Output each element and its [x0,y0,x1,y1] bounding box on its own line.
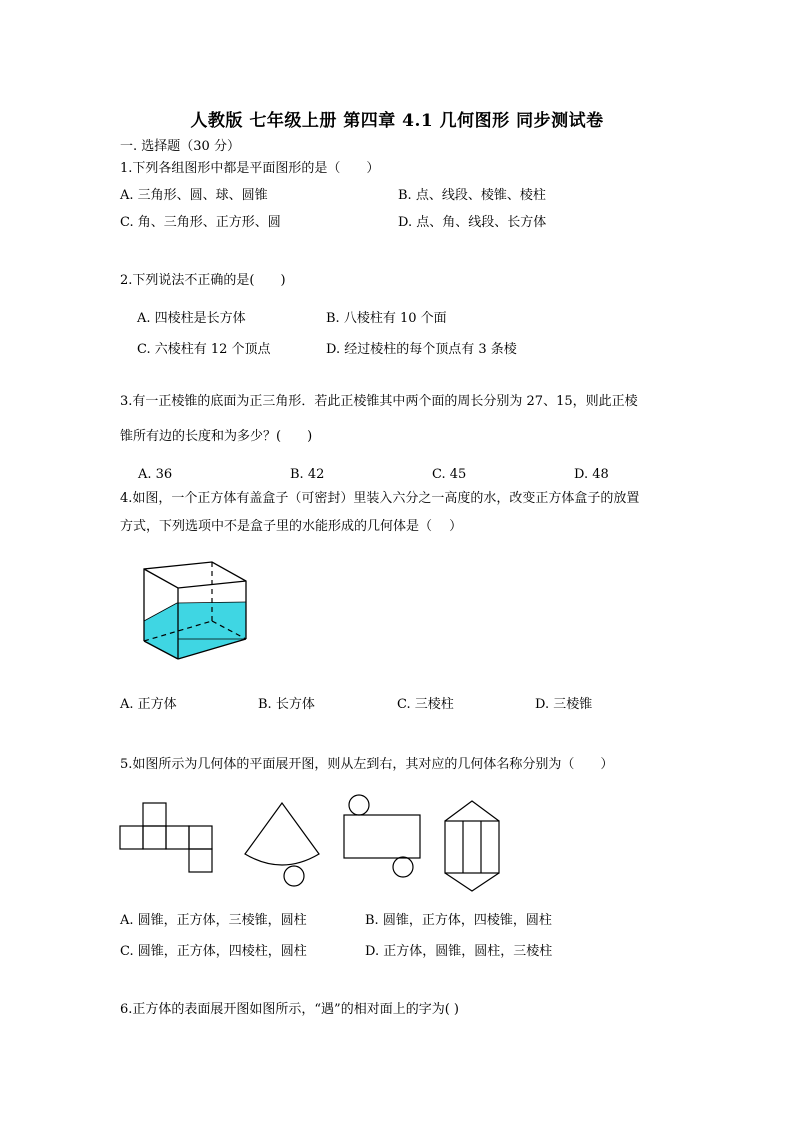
q1-option-b: B. 点、线段、棱锥、棱柱 [398,188,546,203]
q3-option-d: D. 48 [574,467,609,482]
q3-stem-line1: 3.有一正棱锥的底面为正三角形．若此正棱锥其中两个面的周长分别为 27、15，则此正棱 [120,394,638,409]
q6-stem: 6.正方体的表面展开图如图所示，“遇”的相对面上的字为( ) [120,1002,459,1017]
page-title: 人教版 七年级上册 第四章 4.1 几何图形 同步测试卷 [190,111,604,131]
q4-option-b: B. 长方体 [258,697,315,712]
q4-stem-line1: 4.如图，一个正方体有盖盒子（可密封）里装入六分之一高度的水，改变正方体盒子的放置 [120,491,640,506]
q2-option-a: A. 四棱柱是长方体 [137,311,246,326]
q5-option-c: C. 圆锥，正方体，四棱柱，圆柱 [120,944,307,959]
cylinder-net-figure [340,795,425,880]
q2-stem: 2.下列说法不正确的是( ) [120,273,286,288]
section-heading: 一. 选择题（30 分） [120,139,240,154]
q3-option-b: B. 42 [290,467,325,482]
q2-option-d: D. 经过棱柱的每个顶点有 3 条棱 [326,342,517,357]
q5-option-d: D. 正方体，圆锥，圆柱，三棱柱 [365,944,553,959]
q4-option-d: D. 三棱锥 [535,697,593,712]
cube-water-figure [130,555,260,680]
q5-option-b: B. 圆锥，正方体，四棱锥，圆柱 [365,913,552,928]
cone-net-figure [240,802,325,888]
q2-option-b: B. 八棱柱有 10 个面 [326,311,447,326]
q3-stem-line2: 锥所有边的长度和为多少？( ) [120,429,313,444]
q4-option-c: C. 三棱柱 [397,697,454,712]
q1-stem: 1.下列各组图形中都是平面图形的是（ ） [120,161,380,176]
q5-stem: 5.如图所示为几何体的平面展开图，则从左到右，其对应的几何体名称分别为（ ） [120,757,614,772]
q2-option-c: C. 六棱柱有 12 个顶点 [137,342,271,357]
q3-option-a: A. 36 [138,467,173,482]
cube-net-figure [120,802,215,874]
q4-option-a: A. 正方体 [120,697,177,712]
prism-net-figure [440,800,505,893]
q1-option-c: C. 角、三角形、正方形、圆 [120,215,281,230]
q4-stem-line2: 方式，下列选项中不是盒子里的水能形成的几何体是（ ） [120,519,463,534]
q5-option-a: A. 圆锥，正方体，三棱锥，圆柱 [120,913,307,928]
q3-option-c: C. 45 [432,467,467,482]
q1-option-a: A. 三角形、圆、球、圆锥 [120,188,268,203]
q1-option-d: D. 点、角、线段、长方体 [398,215,547,230]
